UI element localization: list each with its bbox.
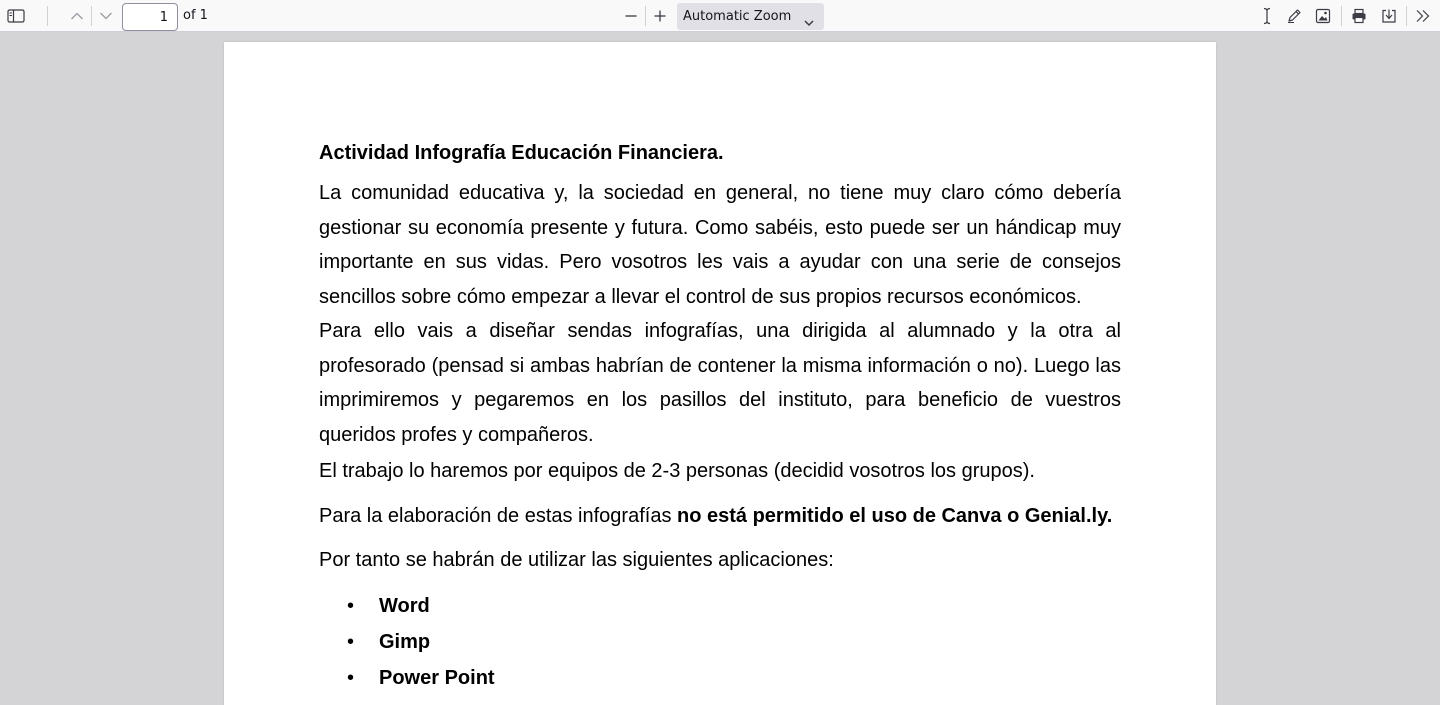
- toolbar-separator: [1341, 6, 1342, 26]
- list-item-label: Word: [379, 594, 430, 617]
- toolbar-separator: [91, 6, 92, 26]
- bullet: •: [347, 630, 355, 653]
- paragraph-task: Para ello vais a diseñar sendas infografías, una dirigida al alumnado y la otra al profesorado (pensad si ambas habrían de contener la misma información o no). Luego las imprimiremos y pegaremos en los pasillos del instituto, para beneficio de vuestros queridos profes y compañeros.: [319, 320, 1121, 446]
- save-button[interactable]: [1377, 4, 1401, 28]
- tools-menu-button[interactable]: [1411, 4, 1435, 28]
- plus-icon: [653, 9, 667, 23]
- zoom-out-button[interactable]: [619, 4, 643, 28]
- sidebar-toggle-icon: [7, 9, 25, 23]
- list-item-label: Gimp: [379, 630, 431, 653]
- printer-icon: [1351, 8, 1367, 24]
- paragraph-restriction: [319, 499, 1121, 534]
- document-title: Actividad Infografía Educación Financiera.: [319, 142, 724, 164]
- document-content: [319, 140, 1121, 696]
- print-button[interactable]: [1347, 4, 1371, 28]
- paragraph-intro: La comunidad educativa y, la sociedad en general, no tiene muy claro cómo debería gestionar su economía presente y futura. Como sabéis, esto puede ser un hándicap muy importante en sus vidas. Pero vosotros les vais a ayudar con una serie de consejos sencillos sobre cómo empezar a llevar el control de sus propios recursos económicos.: [319, 182, 1121, 308]
- list-item: [319, 624, 1121, 660]
- toolbar-separator: [645, 6, 646, 26]
- paragraph-teams: El trabajo lo haremos por equipos de 2-3 personas (decidid vosotros los grupos).: [319, 460, 1035, 482]
- list-item-label: Power Point: [379, 666, 495, 689]
- image-icon: [1315, 8, 1331, 24]
- text-select-tool-button[interactable]: [1255, 4, 1279, 28]
- bullet: •: [347, 666, 355, 689]
- paragraph-apps-intro: Por tanto se habrán de utilizar las siguientes aplicaciones:: [319, 549, 834, 571]
- pdf-toolbar: [0, 0, 1440, 32]
- zoom-select[interactable]: [677, 3, 824, 30]
- toolbar-separator: [47, 6, 48, 26]
- pdf-page: [224, 42, 1216, 705]
- chevron-down-icon: [99, 11, 113, 21]
- add-image-button[interactable]: [1311, 4, 1335, 28]
- document-viewer[interactable]: [0, 32, 1440, 705]
- pencil-icon: [1286, 8, 1302, 24]
- text-cursor-icon: [1260, 7, 1274, 25]
- apps-list: [319, 588, 1121, 696]
- list-item: [319, 588, 1121, 624]
- bullet: •: [347, 594, 355, 617]
- zoom-value: Automatic Zoom: [683, 9, 792, 24]
- toolbar-separator: [1406, 6, 1407, 26]
- page-number-input[interactable]: 1: [122, 3, 178, 31]
- restriction-bold: no está permitido el uso de Canva o Genial.ly.: [677, 504, 1113, 527]
- list-item: [319, 660, 1121, 696]
- sidebar-toggle-button[interactable]: [4, 4, 28, 28]
- page-count-label: of 1: [183, 8, 208, 23]
- previous-page-button[interactable]: [65, 4, 89, 28]
- draw-tool-button[interactable]: [1282, 4, 1306, 28]
- double-chevron-right-icon: [1415, 9, 1431, 23]
- chevron-up-icon: [70, 11, 84, 21]
- restriction-prefix: Para la elaboración de estas infografías: [319, 504, 677, 527]
- download-icon: [1381, 8, 1397, 24]
- next-page-button[interactable]: [94, 4, 118, 28]
- minus-icon: [624, 9, 638, 23]
- zoom-in-button[interactable]: [648, 4, 672, 28]
